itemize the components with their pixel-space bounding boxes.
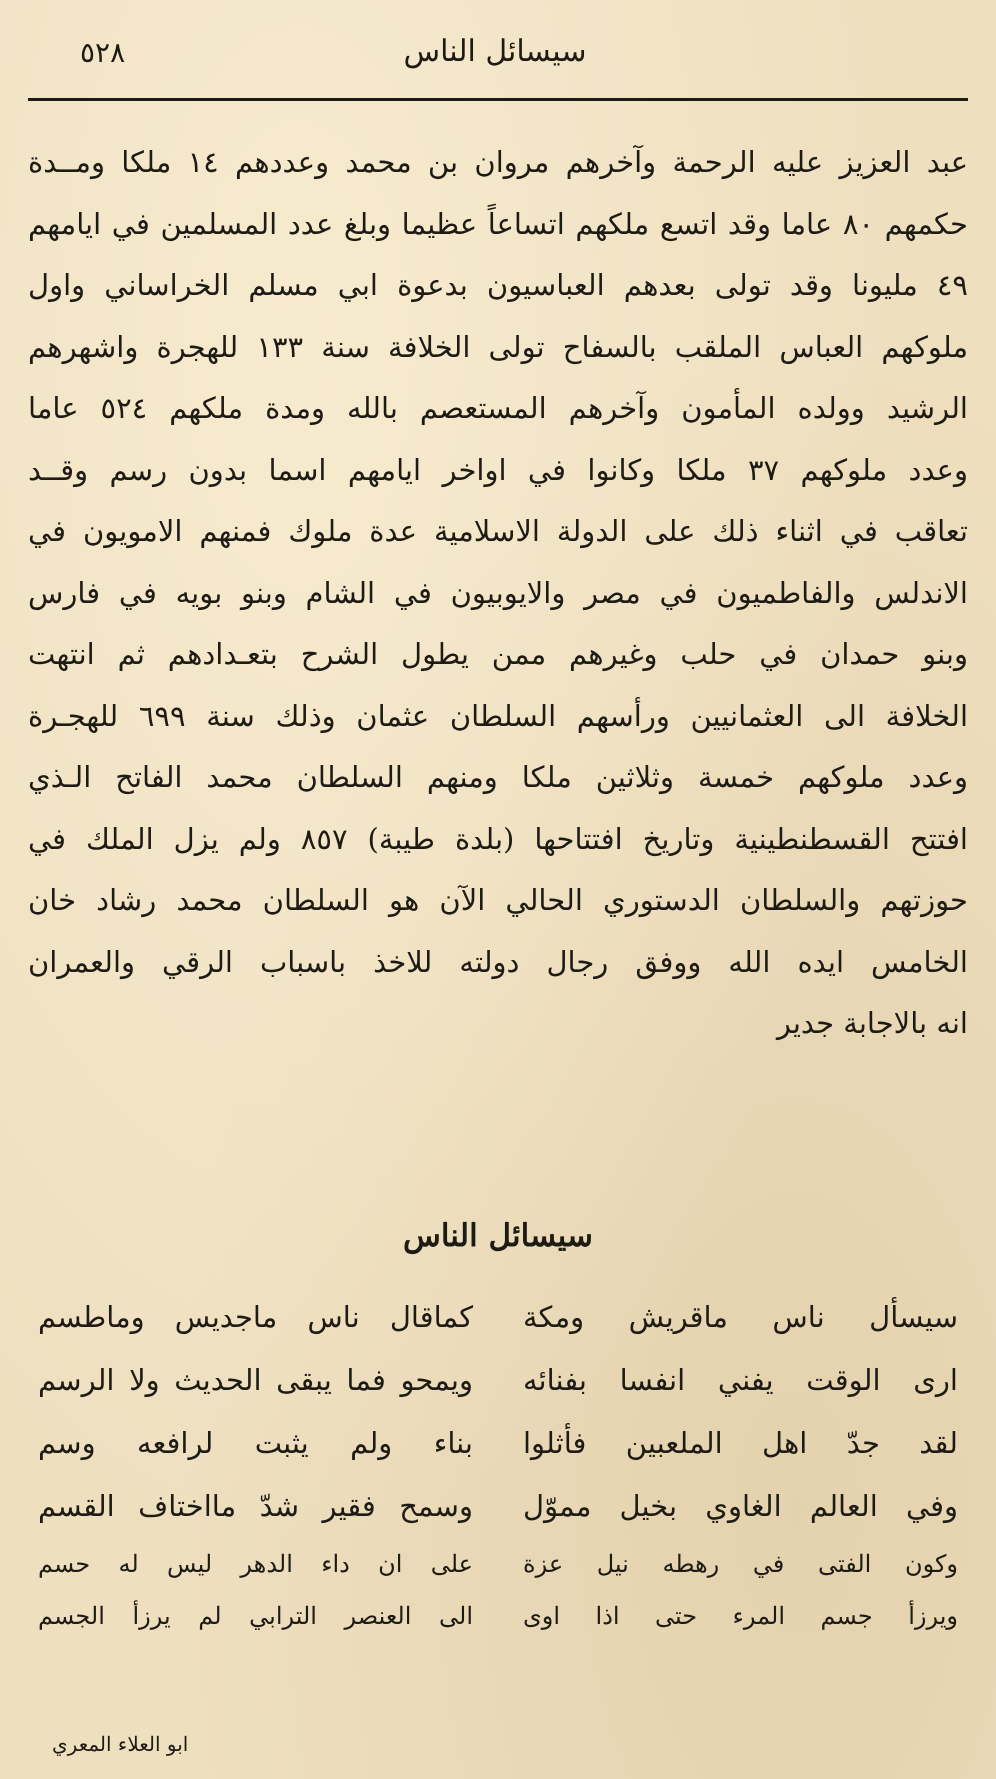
poem-verse <box>28 1590 968 1642</box>
verse-second-hemistich: الى العنصر الترابي لم يرزأ الجسم <box>38 1602 473 1630</box>
poem-verse <box>28 1349 968 1412</box>
verse-second-hemistich: ويمحو فما يبقى الحديث ولا الرسم <box>38 1363 473 1397</box>
poem-attribution: ابو العلاء المعري <box>52 1732 189 1756</box>
text-line: ٤٩ مليونا وقد تولى بعدهم العباسيون بدعوة ابي مسلم الخراساني واول <box>28 268 968 302</box>
text-line: الخامس ايده الله ووفق رجال دولته للاخذ باسباب الرقي والعمران <box>28 944 968 979</box>
text-line: حوزتهم والسلطان الدستوري الحالي الآن هو السلطان محمد رشاد خان <box>28 883 968 917</box>
text-line: تعاقب في اثناء ذلك على الدولة الاسلامية عدة ملوك فمنهم الامويون في <box>28 514 968 548</box>
text-line: الاندلس والفاطميون في مصر والايوبيون في الشام وبنو بويه في فارس <box>28 575 968 610</box>
text-line: وعدد ملوكهم ٣٧ ملكا وكانوا في اواخر ايامهم اسما بدون رسم وقــد <box>28 452 968 487</box>
verse-second-hemistich: على ان داء الدهر ليس له حسم <box>38 1550 473 1578</box>
poem <box>28 1286 968 1642</box>
poem-verse <box>28 1538 968 1590</box>
verse-first-hemistich: ارى الوقت يفني انفسا بفنائه <box>523 1363 958 1397</box>
text-line: انه بالاجابة جدير <box>776 1006 968 1040</box>
text-line: وبنو حمدان في حلب وغيرهم ممن يطول الشرح بتعـدادهم ثم انتهت <box>28 637 968 671</box>
page-header <box>20 28 970 88</box>
text-line: حكمهم ٨٠ عاما وقد اتسع ملكهم اتساعاً عظيما وبلغ عدد المسلمين في ايامهم <box>28 206 968 241</box>
verse-first-hemistich: سيسأل ناس ماقريش ومكة <box>523 1300 958 1334</box>
text-line: ملوكهم العباس الملقب بالسفاح تولى الخلافة سنة ١٣٣ للهجرة واشهرهم <box>28 329 968 364</box>
verse-first-hemistich: وكون الفتى في رهطه نيل عزة <box>523 1550 958 1578</box>
verse-first-hemistich: ويرزأ جسم المرء حتى اذا اوى <box>523 1602 958 1630</box>
verse-first-hemistich: لقد جدّ اهل الملعبين فأثلوا <box>523 1426 958 1460</box>
text-line: الرشيد وولده المأمون وآخرهم المستعصم بالله ومدة ملكهم ٥٢٤ عاما <box>28 391 968 425</box>
verse-second-hemistich: وسمح فقير شدّ مااختاف القسم <box>38 1489 473 1523</box>
poem-title: سيسائل الناس <box>402 1218 594 1254</box>
verse-first-hemistich: وفي العالم الغاوي بخيل مموّل <box>523 1489 958 1523</box>
verse-second-hemistich: كماقال ناس ماجديس وماطسم <box>38 1300 473 1334</box>
body-text <box>28 132 968 1055</box>
text-line: الخلافة الى العثمانيين ورأسهم السلطان عثمان وذلك سنة ٦٩٩ للهجـرة <box>28 698 968 733</box>
poem-verse <box>28 1286 968 1349</box>
text-line: افتتح القسطنطينية وتاريخ افتتاحها (بلدة طيبة) ٨٥٧ ولم يزل الملك في <box>28 821 968 856</box>
poem-verse <box>28 1412 968 1475</box>
poem-verse <box>28 1475 968 1538</box>
text-line: عبد العزيز عليه الرحمة وآخرهم مروان بن محمد وعددهم ١٤ ملكا ومــدة <box>28 145 968 179</box>
verse-second-hemistich: بناء ولم يثبت لرافعه وسم <box>38 1426 473 1460</box>
running-title: سيسائل الناس <box>403 34 587 69</box>
text-line: وعدد ملوكهم خمسة وثلاثين ملكا ومنهم السلطان محمد الفاتح الـذي <box>28 760 968 794</box>
header-rule <box>28 98 968 101</box>
page-number: ٥٢٨ <box>80 36 126 69</box>
